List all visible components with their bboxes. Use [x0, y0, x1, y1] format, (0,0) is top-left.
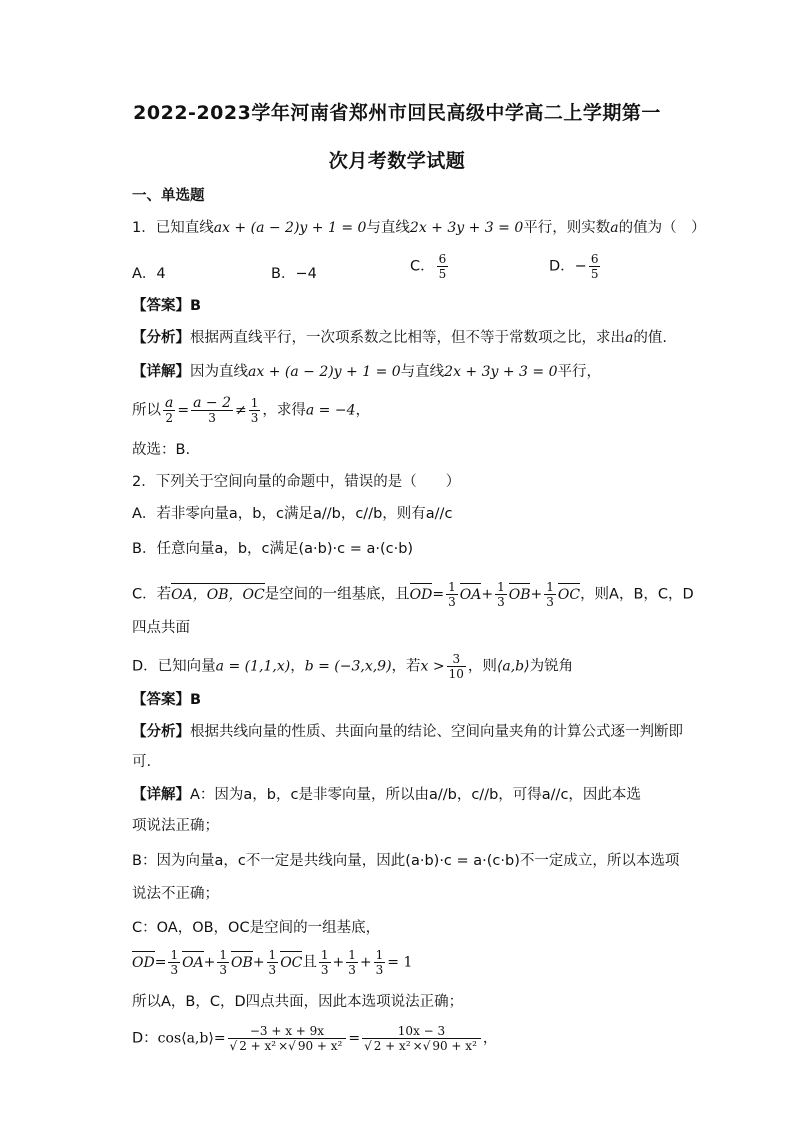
q2-choice-d: D．已知向量a = (1,1,x)，b = (−3,x,9)，若x > $\frac{3}{10}$ ，则⟨a,b⟩为锐角	[132, 652, 574, 681]
q1-answer: 【答案】B	[132, 298, 202, 314]
q2-answer: 【答案】B	[132, 692, 202, 708]
q2-detail-b: B：因为向量a，c不一定是共线向量，因此(a·b)·c = a·(c·b)不一定成立，所以本选项	[132, 853, 680, 869]
q2-detail-a-cont: 项说法正确；	[132, 818, 219, 834]
title-line-2: 次月考数学试题	[328, 150, 466, 172]
q2-detail-b-cont: 说法不正确；	[132, 886, 219, 902]
q2-detail-a: 【详解】A：因为a，b，c是非零向量，所以由a//b，c//b，可得a//c，因此本选	[132, 787, 641, 803]
q2-detail-c-eq: OD= $\frac{1}{3}$ OA+ $\frac{1}{3}$ OB+ $\frac{1}{3}$ OC且 $\frac{1}{3}$ + $\frac{1}{3}$ + $\frac{1}{3}$ = 1	[132, 948, 413, 977]
q2-choice-b: B．任意向量a，b，c满足(a·b)·c = a·(c·b)	[132, 541, 414, 557]
q1-choice-b: B．−4	[271, 266, 317, 282]
q2-stem: 2．下列关于空间向量的命题中，错误的是（ ）	[132, 474, 461, 490]
q2-choice-a: A．若非零向量a，b，c满足a//b，c//b，则有a//c	[132, 506, 453, 522]
title-line-1: 2022-2023学年河南省郑州市回民高级中学高二上学期第一	[133, 102, 661, 124]
q1-pick: 故选：B.	[132, 442, 191, 458]
q2-analysis-cont: 可.	[132, 754, 152, 770]
q1-choice-a: A．4	[132, 266, 166, 282]
q1-derivation: 所以 $\frac{a}{2}$ = $\frac{a - 2}{3}$ ≠ $\frac{1}{3}$ ，求得a = −4，	[132, 395, 370, 425]
q1-stem: 1．已知直线ax + (a − 2)y + 1 = 0与直线2x + 3y + 3 = 0平行，则实数a的值为（ ）	[132, 220, 706, 236]
q2-choice-c-cont: 四点共面	[132, 620, 190, 636]
q1-choice-d: D．− $\frac{6}{5}$	[549, 252, 599, 281]
q2-detail-d: D：cos⟨a,b⟩= $\frac{-3 + x + 9x}{\text{√ 2 + x² ×√ 90 + x²}}$ = $\frac{10x - 3}{\text{√ 2 + x² ×√ 90 + x²}}$ ，	[132, 1024, 498, 1053]
q1-choice-c: C． $\frac{6}{5}$	[410, 252, 447, 281]
q1-detail: 【详解】因为直线ax + (a − 2)y + 1 = 0与直线2x + 3y + 3 = 0平行，	[132, 364, 601, 380]
q1-analysis: 【分析】根据两直线平行，一次项系数之比相等，但不等于常数项之比，求出a的值.	[132, 330, 667, 346]
q2-choice-c: C．若OA，OB，OC是空间的一组基底，且OD= $\frac{1}{3}$ OA+ $\frac{1}{3}$ OB+ $\frac{1}{3}$ OC，则A，B，C，D	[132, 580, 694, 609]
q2-analysis: 【分析】根据共线向量的性质、共面向量的结论、空间向量夹角的计算公式逐一判断即	[132, 724, 683, 740]
q2-detail-c: C：OA，OB，OC是空间的一组基底，	[132, 920, 381, 936]
section-heading: 一、单选题	[132, 188, 205, 204]
q2-detail-c-cont: 所以A，B，C，D四点共面，因此本选项说法正确；	[132, 994, 464, 1010]
